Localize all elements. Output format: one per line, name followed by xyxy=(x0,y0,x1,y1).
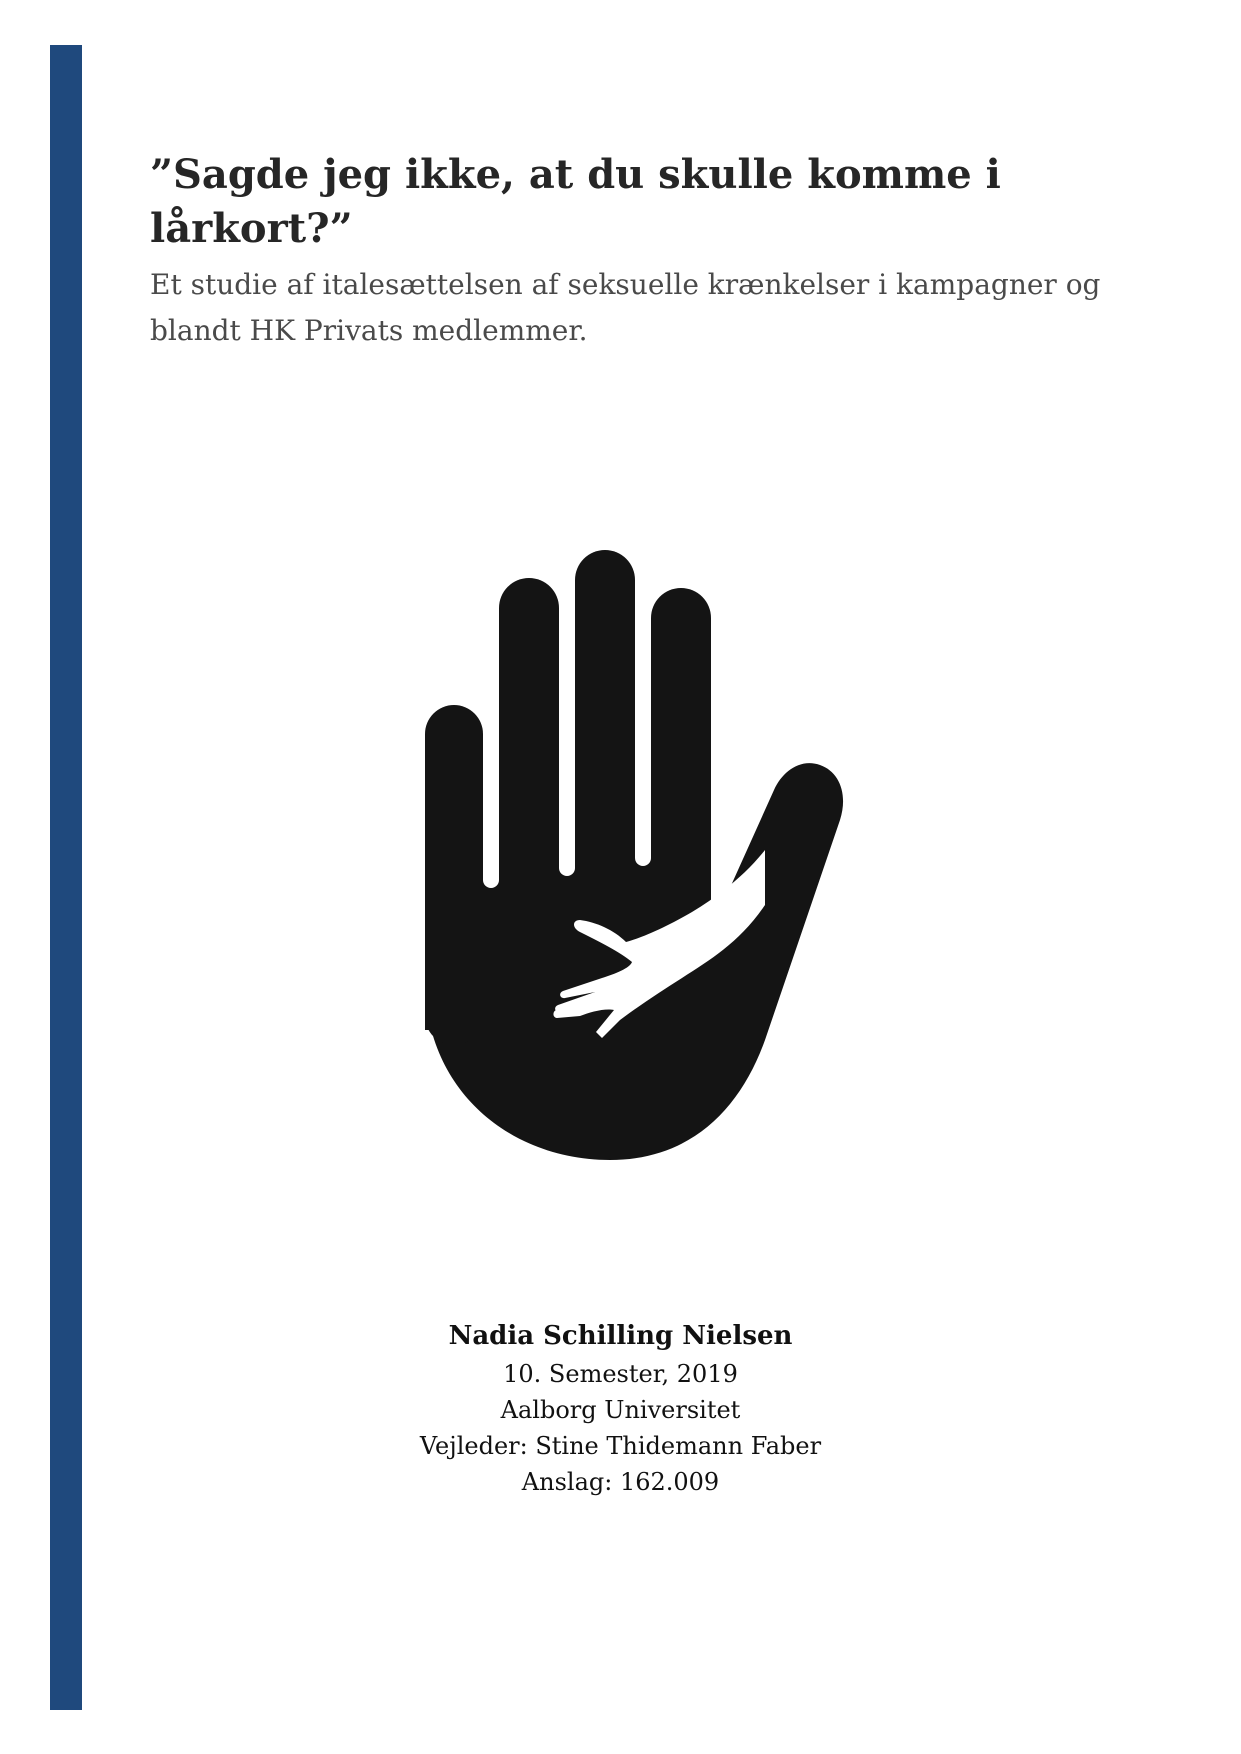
page-title: ”Sagde jeg ikke, at du skulle komme i lårkort?” xyxy=(150,151,1001,252)
raised-hand-icon xyxy=(420,550,850,1170)
university-line: Aalborg Universitet xyxy=(500,1396,741,1424)
semester-line: 10. Semester, 2019 xyxy=(503,1360,738,1388)
page-subtitle: Et studie af italesættelsen af seksuelle krænkelser i kampagner og blandt HK Privats medlemmer. xyxy=(150,268,1101,347)
characters-line: Anslag: 162.009 xyxy=(521,1468,720,1496)
author-block xyxy=(0,1316,1241,1500)
author-name: Nadia Schilling Nielsen xyxy=(448,1321,793,1351)
supervisor-line: Vejleder: Stine Thidemann Faber xyxy=(419,1432,822,1460)
